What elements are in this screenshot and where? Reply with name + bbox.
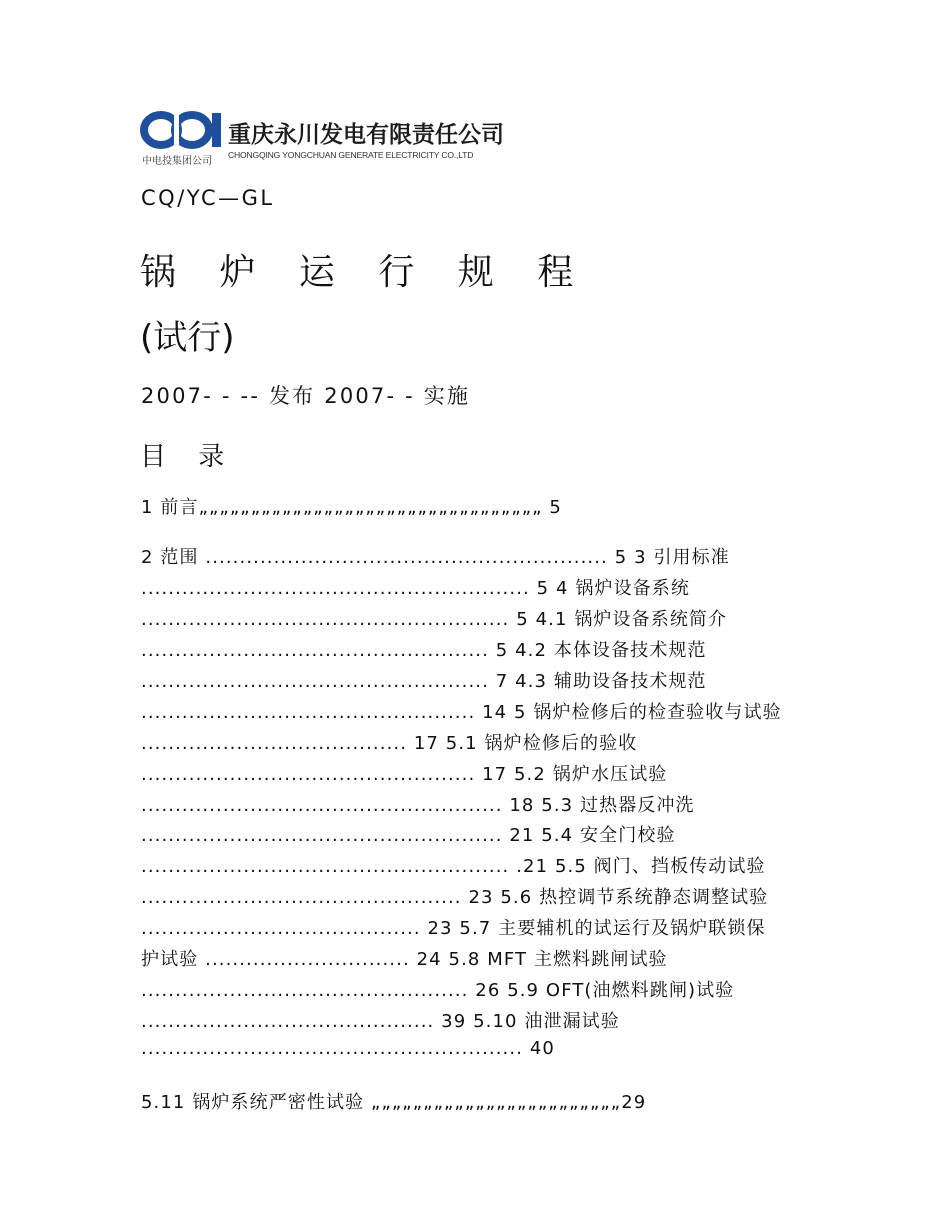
toc-line: ....................................... 17 5.1 锅炉检修后的验收 [141, 733, 638, 754]
toc-line: 护试验 .............................. 24 5.8 MFT 主燃料跳闸试验 [141, 949, 668, 970]
toc-line: 2 范围 ........................................................... 5 3 引用标准 [141, 547, 730, 568]
logo-mark-icon [140, 110, 226, 152]
toc-line: ........................................................ 40 [141, 1038, 555, 1059]
company-logo [140, 110, 505, 168]
toc-line: ................................................... 7 4.3 辅助设备技术规范 [141, 671, 707, 692]
toc-line: 5.11 锅炉系统严密性试验 „„„„„„„„„„„„„„„„„„„„„„„„29 [141, 1092, 647, 1113]
logo-company-name-en: CHONGQING YONGCHUAN GENERATE ELECTRICITY CO.,LTD [228, 150, 474, 160]
logo-group-name: 中电投集团公司 [142, 156, 212, 167]
toc-heading: 目 录 [140, 442, 237, 472]
toc-line: 1 前言„„„„„„„„„„„„„„„„„„„„„„„„„„„„„„„„„ 5 [141, 497, 562, 518]
toc-line: ..................................................... 21 5.4 安全门校验 [141, 825, 676, 846]
toc-line: ................................................... 5 4.2 本体设备技术规范 [141, 640, 707, 661]
publish-dates: 2007- - -- 发布 2007- - 实施 [141, 384, 471, 408]
toc-line: ...................................................... .21 5.5 阀门、挡板传动试验 [141, 856, 766, 877]
toc-line: ...................................................... 5 4.1 锅炉设备系统简介 [141, 609, 728, 630]
toc-line: ................................................. 14 5 锅炉检修后的检查验收与试验 [141, 702, 782, 723]
toc-line: ................................................ 26 5.9 OFT(油燃料跳闸)试验 [141, 980, 735, 1001]
document-code: CQ/YC—GL [141, 186, 275, 210]
document-subtitle: (试行) [140, 318, 235, 358]
toc-line: ..................................................... 18 5.3 过热器反冲洗 [141, 795, 695, 816]
toc-line: ......................................... 23 5.7 主要辅机的试运行及锅炉联锁保 [141, 918, 766, 939]
toc-line: ......................................................... 5 4 锅炉设备系统 [141, 578, 691, 599]
logo-company-name-cn: 重庆永川发电有限责任公司 [228, 122, 504, 148]
toc-line: ............................................... 23 5.6 热控调节系统静态调整试验 [141, 887, 769, 908]
toc-line: ................................................. 17 5.2 锅炉水压试验 [141, 764, 668, 785]
toc-line: ........................................... 39 5.10 油泄漏试验 [141, 1011, 620, 1032]
document-title: 锅 炉 运 行 规 程 [140, 252, 590, 293]
